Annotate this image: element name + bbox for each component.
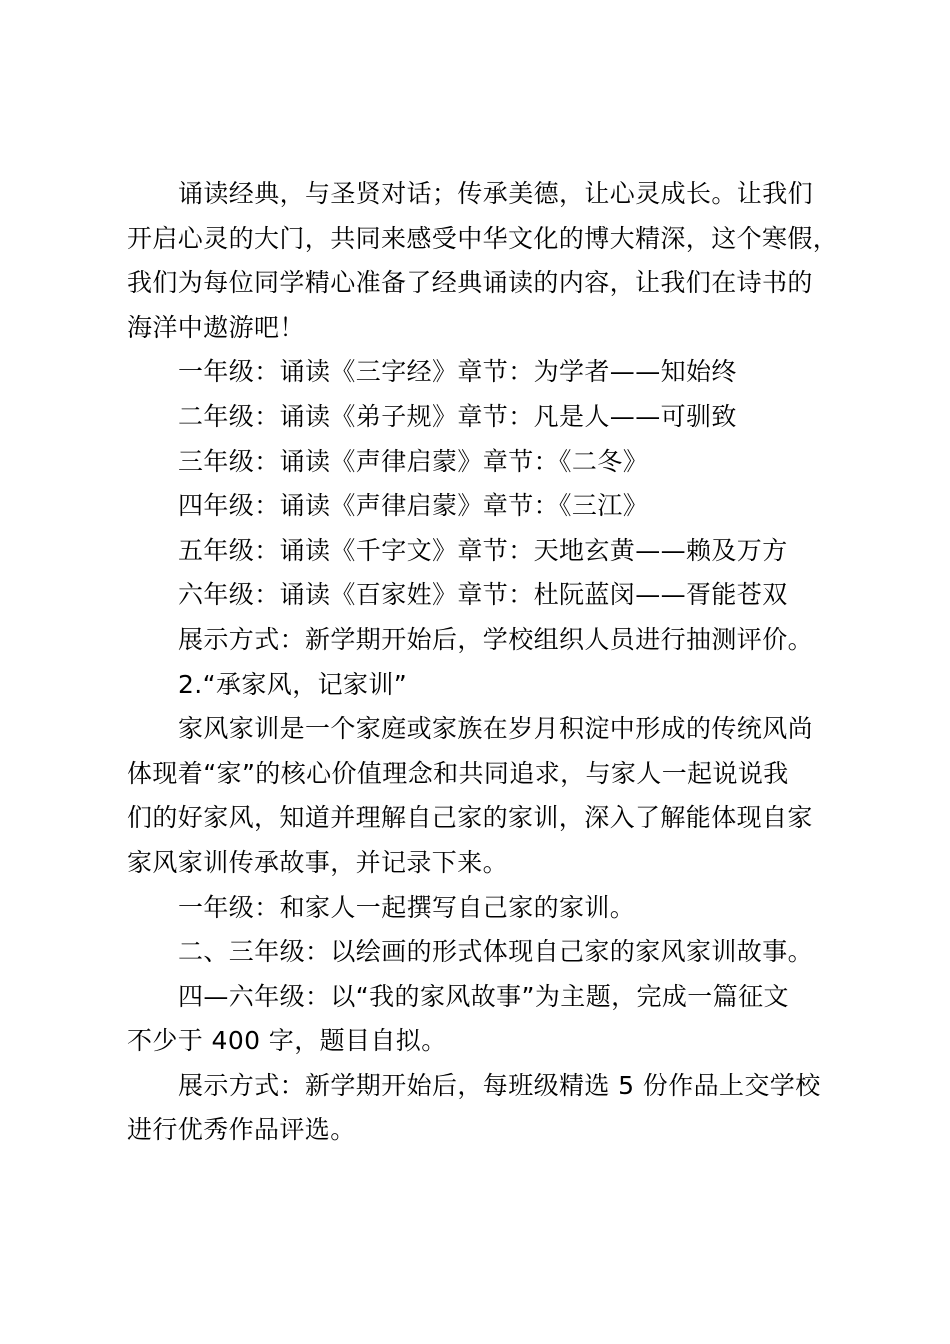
grade-1-reading: 一年级：诵读《三字经》章节：为学者——知始终: [178, 357, 737, 387]
intro-line-1: 诵读经典，与圣贤对话；传承美德，让心灵成长。让我们: [178, 179, 814, 208]
essay-display-method-line-2: 进行优秀作品评选。: [127, 1115, 356, 1145]
reading-display-method: 展示方式：新学期开始后，学校组织人员进行抽测评价。: [178, 624, 814, 654]
grade-5-reading: 五年级：诵读《千字文》章节：天地玄黄——赖及万方: [178, 535, 788, 565]
intro-line-3: 我们为每位同学精心准备了经典诵读的内容，让我们在诗书的: [127, 268, 813, 298]
intro-line-2: 开启心灵的大门，共同来感受中华文化的博大精深，这个寒假，: [127, 223, 839, 253]
grade-6-reading: 六年级：诵读《百家姓》章节：杜阮蓝闵——胥能苍双: [178, 580, 788, 610]
section-heading-family-rules: 2.“承家风，记家训”: [178, 669, 408, 699]
family-rules-line-1: 家风家训是一个家庭或家族在岁月积淀中形成的传统风尚: [178, 714, 814, 744]
document-body: [127, 172, 867, 1153]
grade-2-reading: 二年级：诵读《弟子规》章节：凡是人——可驯致: [178, 401, 737, 431]
grade-3-reading: 三年级：诵读《声律启蒙》章节：《二冬》: [178, 446, 649, 476]
family-rules-line-2: 体现着“家”的核心价值理念和共同追求，与家人一起说说我: [127, 758, 789, 788]
family-rules-line-3: 们的好家风，知道并理解自己家的家训，深入了解能体现自家: [127, 803, 813, 833]
grade-1-task: 一年级：和家人一起撰写自己家的家训。: [178, 892, 636, 922]
grade-4-6-task-line-2: 不少于 400 字，题目自拟。: [127, 1026, 447, 1056]
grade-4-6-task-line-1: 四—六年级：以“我的家风故事”为主题，完成一篇征文: [178, 981, 789, 1011]
grade-4-reading: 四年级：诵读《声律启蒙》章节：《三江》: [178, 491, 649, 521]
essay-display-method-line-1: 展示方式：新学期开始后，每班级精选 5 份作品上交学校: [178, 1070, 821, 1100]
grade-2-3-task: 二、三年级：以绘画的形式体现自己家的家风家训故事。: [178, 937, 814, 967]
intro-line-4: 海洋中遨游吧！: [127, 312, 305, 342]
family-rules-line-4: 家风家训传承故事，并记录下来。: [127, 847, 509, 877]
